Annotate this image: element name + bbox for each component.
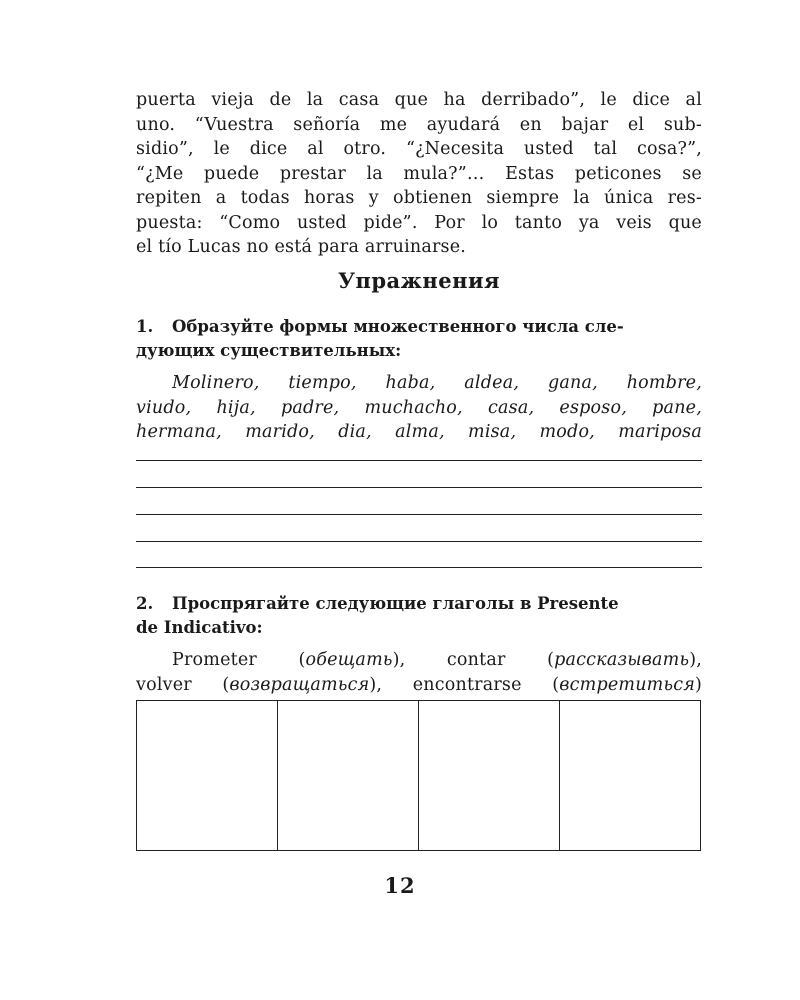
conjugation-table-cell[interactable]: [419, 701, 560, 850]
exercise-1-words-line: Molinero, tiempo, haba, aldea, gana, hombre,: [172, 373, 702, 393]
conjugation-table: [136, 700, 701, 851]
verb: encontrarse: [412, 674, 522, 695]
exercise-2-title-line2: de Indicativo:: [136, 618, 263, 637]
exercise-1-title-line2: дующих существительных:: [136, 341, 402, 360]
exercise-1-words-line: hermana, marido, dia, alma, misa, modo, mariposa: [136, 422, 702, 442]
exercise-2-number: 2.: [136, 594, 154, 613]
intro-paragraph: [136, 88, 702, 260]
exercise-2-title: [136, 592, 702, 616]
answer-line[interactable]: [136, 460, 702, 461]
conjugation-table-cell[interactable]: [278, 701, 419, 850]
intro-line: sidio”, le dice al otro. “¿Necesita usted tal cosa?”,: [136, 139, 702, 159]
page-number: 12: [384, 873, 416, 898]
intro-line: repiten a todas horas y obtienen siempre la única res-: [136, 188, 702, 208]
exercise-2: [136, 592, 702, 697]
verb-translation: встретиться: [559, 674, 695, 695]
verb: Prometer: [172, 650, 257, 670]
exercise-1-title: [136, 315, 702, 339]
exercise-1-number: 1.: [136, 317, 154, 336]
exercise-2-verbs-line: Prometer (обещать), contar (рассказывать),: [172, 650, 702, 670]
intro-line: el tío Lucas no está para arruinarse.: [136, 237, 467, 257]
exercise-1-title-line1: Образуйте формы множественного числа сле-: [172, 317, 624, 336]
exercise-1-words-line: viudo, hija, padre, muchacho, casa, esposo, pane,: [136, 397, 702, 418]
answer-line[interactable]: [136, 514, 702, 515]
verb: contar: [446, 650, 506, 670]
verb-translation: обещать: [305, 650, 393, 670]
intro-line: “¿Me puede prestar la mula?”… Estas peticones se: [136, 163, 702, 184]
verb-translation: возвращаться: [229, 674, 370, 695]
answer-line[interactable]: [136, 541, 702, 542]
verb-translation: рассказывать: [554, 650, 690, 670]
exercise-2-verbs-line: volver (возвращаться), encontrarse (встретиться): [136, 674, 703, 695]
conjugation-table-cell[interactable]: [560, 701, 700, 850]
intro-line: uno. “Vuestra señoría me ayudará en bajar el sub-: [136, 114, 702, 135]
verb: volver: [136, 674, 192, 695]
conjugation-table-cell[interactable]: [137, 701, 278, 850]
intro-line: puesta: “Como usted pide”. Por lo tanto ya veis que: [136, 212, 702, 233]
section-title: Упражнения: [337, 268, 501, 293]
exercise-1: [136, 315, 702, 445]
intro-line: puerta vieja de la casa que ha derribado”, le dice al: [136, 90, 702, 110]
answer-line[interactable]: [136, 487, 702, 488]
answer-line[interactable]: [136, 567, 702, 568]
exercise-2-title-line1: Проспрягайте следующие глаголы в Presente: [172, 594, 619, 613]
